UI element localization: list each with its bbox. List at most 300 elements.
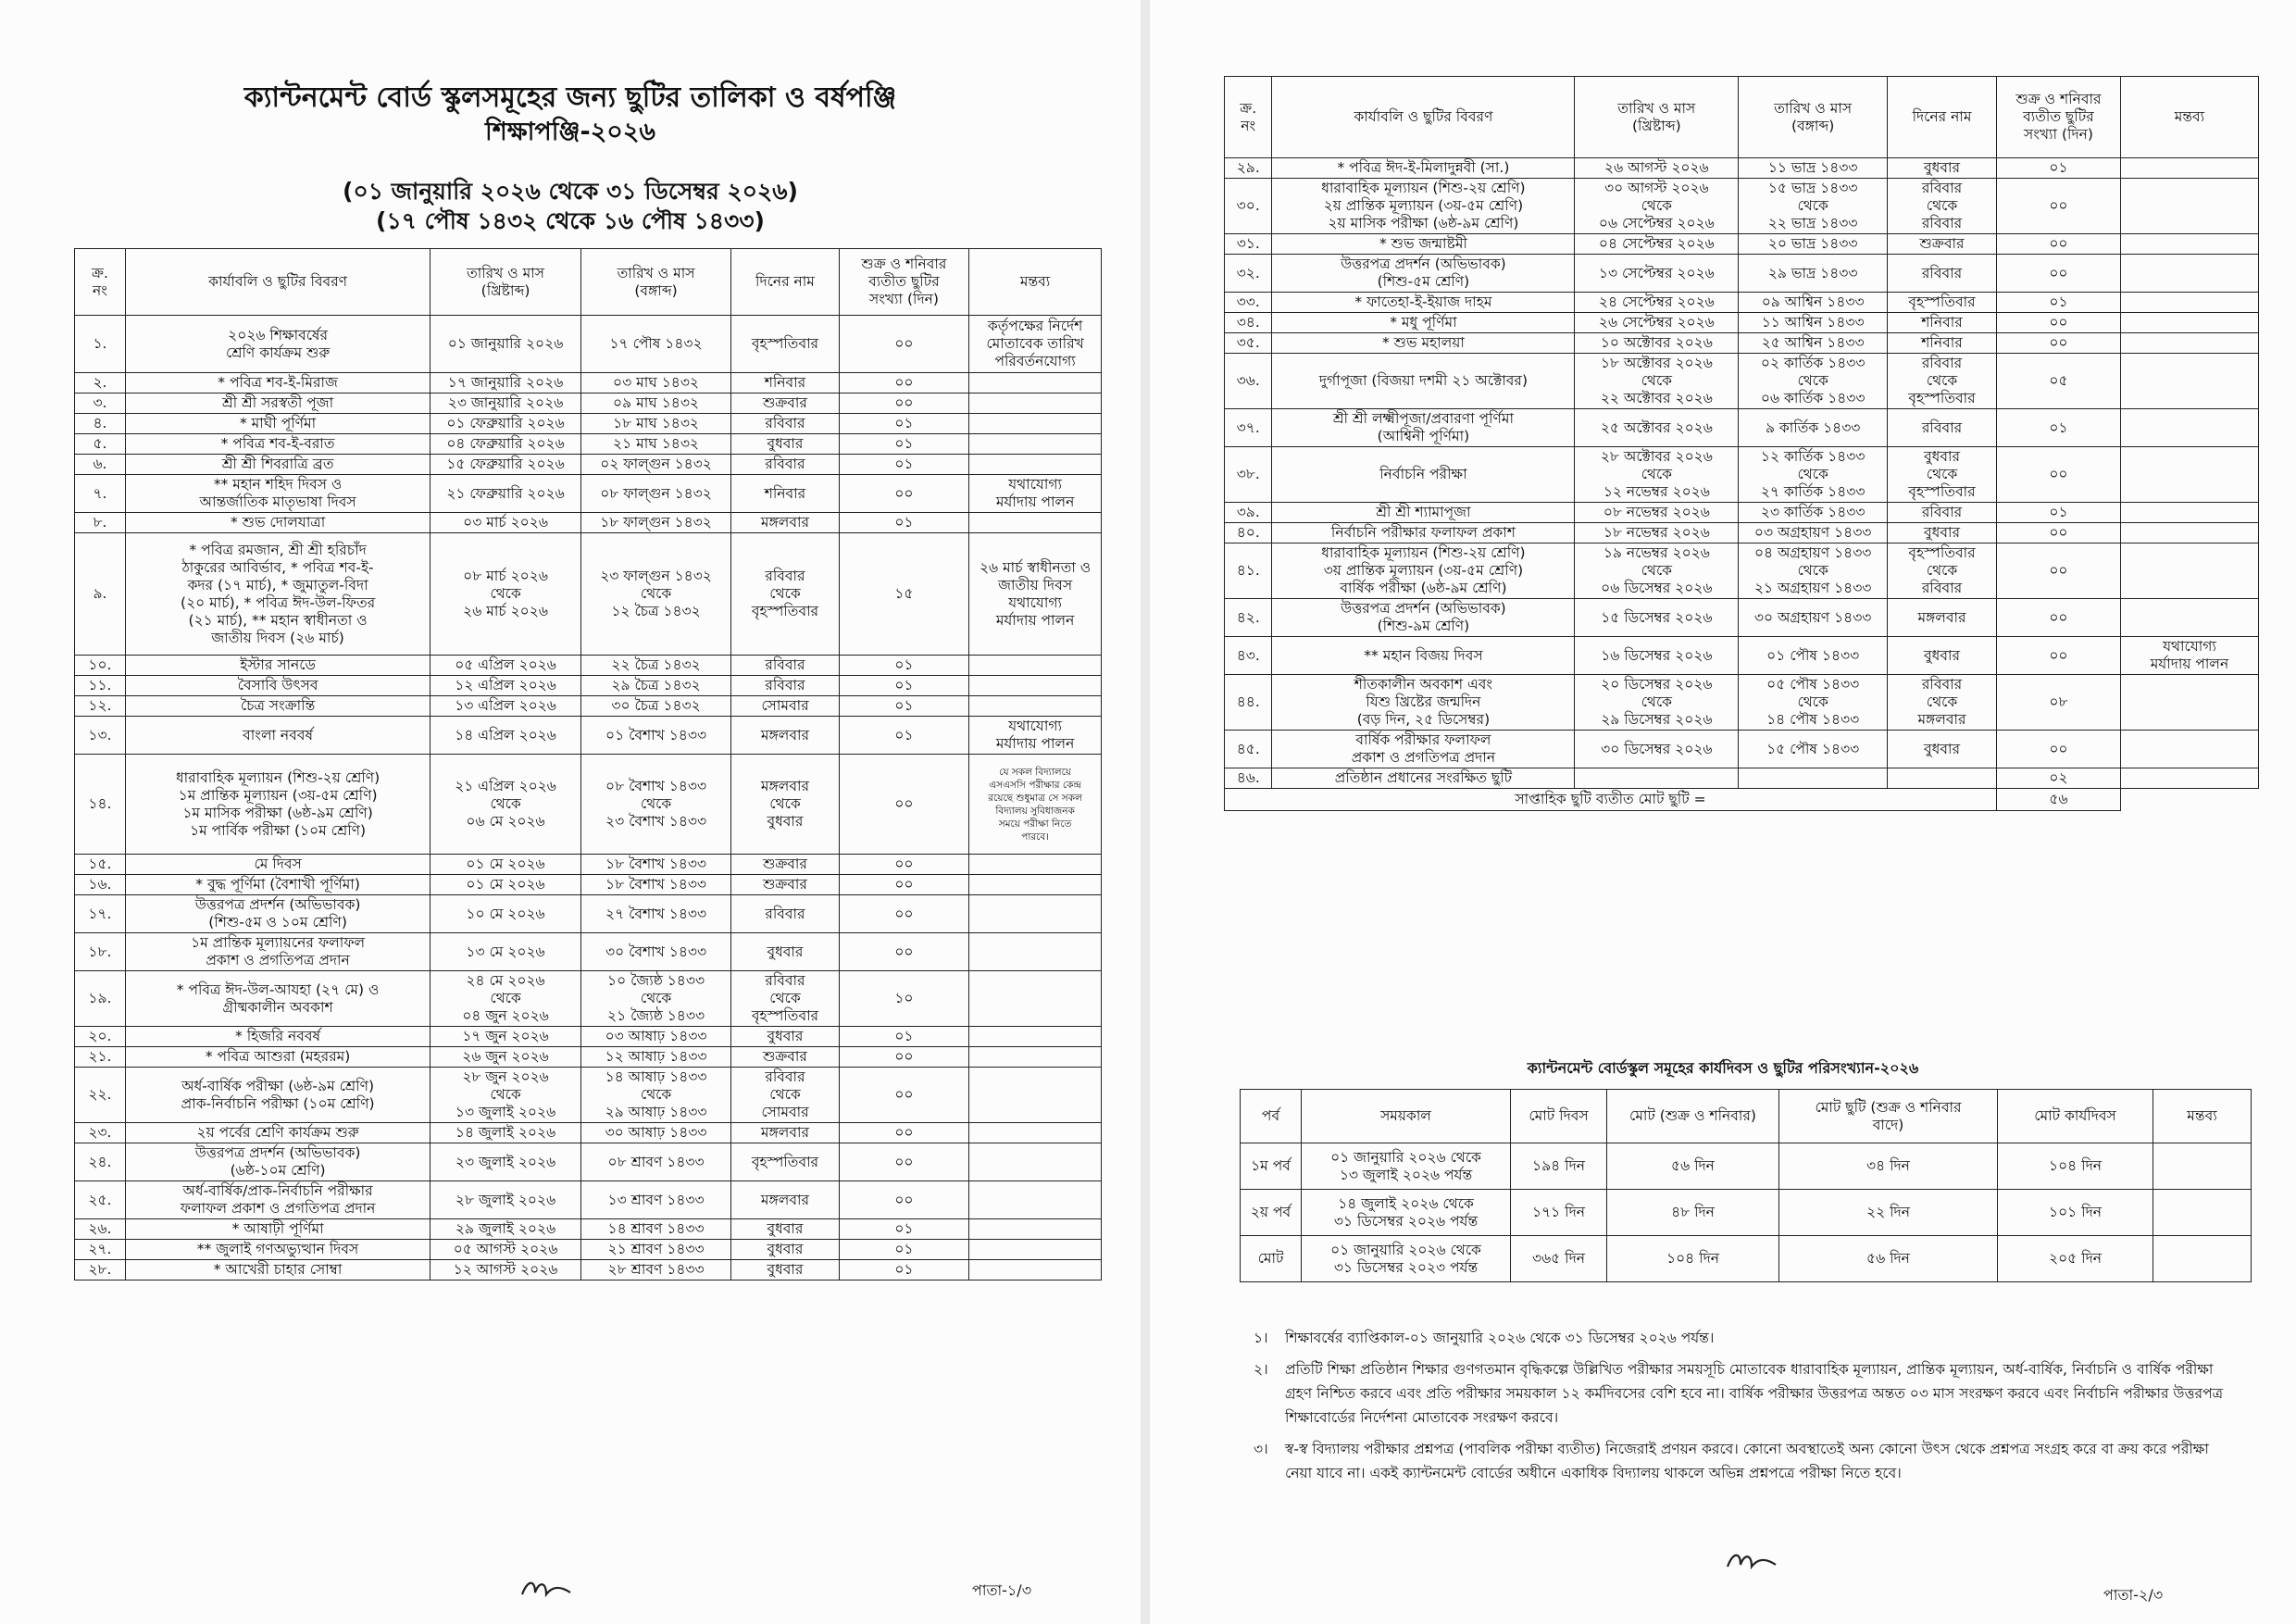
table-row <box>1225 313 2259 333</box>
date-bangla-cell: ২৭ বৈশাখ ১৪৩৩ <box>580 895 731 933</box>
holiday-count-cell: ০০ <box>1996 447 2120 503</box>
table-row <box>75 1260 1102 1280</box>
date-bangla-cell: ১১ আশ্বিন ১৪৩৩ <box>1739 313 1888 333</box>
total-value: ৫৬ <box>1996 789 2120 811</box>
date-bangla-cell: ১৮ বৈশাখ ১৪৩৩ <box>580 855 731 875</box>
date-english-cell: ১২ আগস্ট ২০২৬ <box>430 1260 581 1280</box>
holiday-count-cell: ০৫ <box>1996 354 2120 409</box>
day-cell: বুধবার <box>1888 158 1997 179</box>
remark-cell <box>969 434 1102 455</box>
serial-cell: ৩৯. <box>1225 503 1272 523</box>
date-english-cell <box>1575 768 1739 789</box>
description-cell: নির্বাচনি পরীক্ষা <box>1272 447 1575 503</box>
header-period: সময়কাল <box>1302 1090 1511 1143</box>
date-english-cell: ১৩ সেপ্টেম্বর ২০২৬ <box>1575 255 1739 293</box>
date-bangla-cell: ০৫ পৌষ ১৪৩৩ থেকে ১৪ পৌষ ১৪৩৩ <box>1739 675 1888 731</box>
day-cell: শনিবার <box>731 475 839 513</box>
header-description: কার্যাবলি ও ছুটির বিবরণ <box>1272 77 1575 158</box>
serial-cell: ১৯. <box>75 971 126 1027</box>
table-row <box>1225 768 2259 789</box>
header-term: পর্ব <box>1241 1090 1302 1143</box>
statistics-row <box>1241 1190 2252 1236</box>
table-row <box>75 455 1102 475</box>
remark-cell <box>969 656 1102 676</box>
serial-cell: ৩৬. <box>1225 354 1272 409</box>
table-row <box>75 394 1102 414</box>
serial-cell: ৬. <box>75 455 126 475</box>
serial-cell: ২০. <box>75 1027 126 1047</box>
date-bangla-cell: ৩০ আষাঢ় ১৪৩৩ <box>580 1123 731 1143</box>
holiday-count-cell: ০১ <box>1996 293 2120 313</box>
holiday-count-cell: ০১ <box>839 676 969 696</box>
period-cell: ০১ জানুয়ারি ২০২৬ থেকে ১৩ জুলাই ২০২৬ পর্যন্ত <box>1302 1143 1511 1190</box>
holiday-count-cell: ০০ <box>839 1181 969 1219</box>
remark-cell <box>2120 409 2258 447</box>
date-bangla-cell: ২১ শ্রাবণ ১৪৩৩ <box>580 1240 731 1260</box>
working-days-cell: ১০৪ দিন <box>1998 1143 2153 1190</box>
date-english-cell: ২৬ জুন ২০২৬ <box>430 1047 581 1068</box>
date-bangla-cell: ৩০ অগ্রহায়ণ ১৪৩৩ <box>1739 599 1888 637</box>
description-cell: * পবিত্র ঈদ-উল-আযহা (২৭ মে) ও গ্রীষ্মকালীন অবকাশ <box>125 971 430 1027</box>
holidays-cell: ৩৪ দিন <box>1779 1143 1998 1190</box>
description-cell: নির্বাচনি পরীক্ষার ফলাফল প্রকাশ <box>1272 523 1575 543</box>
serial-cell: ২. <box>75 373 126 394</box>
remark-cell <box>969 1123 1102 1143</box>
remark-cell <box>2120 333 2258 354</box>
serial-cell: ৩৮. <box>1225 447 1272 503</box>
remark-cell <box>969 933 1102 971</box>
description-cell: * মাঘী পূর্ণিমা <box>125 414 430 434</box>
serial-cell: ১১. <box>75 676 126 696</box>
document-subtitle: শিক্ষাপঞ্জি-২০২৬ <box>485 118 655 146</box>
holiday-count-cell: ০১ <box>839 1240 969 1260</box>
date-bangla-cell <box>1739 768 1888 789</box>
serial-cell: ৭. <box>75 475 126 513</box>
table-row <box>75 676 1102 696</box>
date-english-cell: ২৯ জুলাই ২০২৬ <box>430 1219 581 1240</box>
day-cell: বুধবার <box>1888 731 1997 768</box>
statistics-table <box>1240 1089 2252 1282</box>
serial-cell: ২৩. <box>75 1123 126 1143</box>
day-cell: বুধবার <box>731 1219 839 1240</box>
table-row <box>75 513 1102 533</box>
holiday-count-cell: ০০ <box>839 755 969 855</box>
date-bangla-cell: ২৮ শ্রাবণ ১৪৩৩ <box>580 1260 731 1280</box>
holiday-count-cell: ০০ <box>839 895 969 933</box>
serial-cell: ৯. <box>75 533 126 656</box>
date-bangla-cell: ১৮ মাঘ ১৪৩২ <box>580 414 731 434</box>
description-cell: * পবিত্র শব-ই-বরাত <box>125 434 430 455</box>
holiday-count-cell: ০০ <box>1996 234 2120 255</box>
remark-cell <box>969 895 1102 933</box>
date-range-english: (০১ জানুয়ারি ২০২৬ থেকে ৩১ ডিসেম্বর ২০২৬) <box>343 178 798 205</box>
description-cell: উত্তরপত্র প্রদর্শন (অভিভাবক) (৬ষ্ঠ-১০ম শ্রেণি) <box>125 1143 430 1181</box>
holiday-count-cell: ০০ <box>1996 637 2120 675</box>
description-cell: * শুভ মহালয়া <box>1272 333 1575 354</box>
day-cell: শুক্রবার <box>731 394 839 414</box>
serial-cell: ১৪. <box>75 755 126 855</box>
statistics-row <box>1241 1236 2252 1282</box>
remark-cell <box>2120 599 2258 637</box>
holiday-count-cell: ০১ <box>839 1260 969 1280</box>
day-cell: বুধবার <box>731 1027 839 1047</box>
description-cell: শ্রী শ্রী শ্যামাপূজা <box>1272 503 1575 523</box>
table-row <box>1225 255 2259 293</box>
table-row <box>75 1123 1102 1143</box>
date-english-cell: ২৮ জুন ২০২৬ থেকে ১৩ জুলাই ২০২৬ <box>430 1068 581 1123</box>
remark-cell <box>2120 503 2258 523</box>
serial-cell: ২১. <box>75 1047 126 1068</box>
remark-cell <box>2153 1190 2252 1236</box>
table-row <box>75 1181 1102 1219</box>
serial-cell: ২৬. <box>75 1219 126 1240</box>
header-working-days: মোট কার্যদিবস <box>1998 1090 2153 1143</box>
holiday-count-cell: ০১ <box>839 513 969 533</box>
table-row <box>1225 523 2259 543</box>
date-bangla-cell: ০৮ বৈশাখ ১৪৩৩ থেকে ২৩ বৈশাখ ১৪৩৩ <box>580 755 731 855</box>
serial-cell: ৪১. <box>1225 543 1272 599</box>
description-cell: মে দিবস <box>125 855 430 875</box>
holiday-count-cell: ০১ <box>839 434 969 455</box>
table-row <box>75 533 1102 656</box>
day-cell: রবিবার থেকে রবিবার <box>1888 179 1997 234</box>
description-cell: * ফাতেহা-ই-ইয়াজ দাহম <box>1272 293 1575 313</box>
description-cell: ধারাবাহিক মূল্যায়ন (শিশু-২য় শ্রেণি) ৩য় প্রান্তিক মূল্যায়ন (৩য়-৫ম শ্রেণি) বার্ষিক পরীক্ষা (৬ষ্ঠ-৯ম শ্রেণি) <box>1272 543 1575 599</box>
date-english-cell: ০৮ নভেম্বর ২০২৬ <box>1575 503 1739 523</box>
header-serial: ক্র. নং <box>1225 77 1272 158</box>
term-cell: ২য় পর্ব <box>1241 1190 1302 1236</box>
day-cell: মঙ্গলবার থেকে বুধবার <box>731 755 839 855</box>
day-cell: বুধবার <box>731 434 839 455</box>
date-bangla-cell: ২৯ চৈত্র ১৪৩২ <box>580 676 731 696</box>
signature-mark-icon <box>1724 1546 1779 1574</box>
day-cell: মঙ্গলবার <box>731 513 839 533</box>
holiday-count-cell: ০০ <box>1996 523 2120 543</box>
holiday-count-cell: ০০ <box>839 855 969 875</box>
serial-cell: ১৮. <box>75 933 126 971</box>
date-english-cell: ০৮ মার্চ ২০২৬ থেকে ২৬ মার্চ ২০২৬ <box>430 533 581 656</box>
holiday-count-cell: ০০ <box>839 933 969 971</box>
holiday-count-cell: ০১ <box>839 414 969 434</box>
table-row <box>1225 333 2259 354</box>
serial-cell: ১৩. <box>75 717 126 755</box>
header-date-english: তারিখ ও মাস (খ্রিষ্টাব্দ) <box>1575 77 1739 158</box>
day-cell: রবিবার <box>731 895 839 933</box>
holiday-count-cell: ১৫ <box>839 533 969 656</box>
day-cell: রবিবার থেকে বৃহস্পতিবার <box>731 971 839 1027</box>
holiday-count-cell: ০১ <box>839 1027 969 1047</box>
day-cell: শনিবার <box>1888 333 1997 354</box>
holiday-count-cell: ০০ <box>839 373 969 394</box>
holiday-count-cell: ০০ <box>1996 543 2120 599</box>
table-header-row <box>75 249 1102 316</box>
day-cell: রবিবার থেকে বৃহস্পতিবার <box>731 533 839 656</box>
holiday-count-cell: ০০ <box>839 316 969 373</box>
total-row <box>1225 789 2259 811</box>
holiday-count-cell: ০০ <box>839 875 969 895</box>
table-row <box>75 414 1102 434</box>
table-row <box>75 1047 1102 1068</box>
holiday-count-cell: ০০ <box>1996 313 2120 333</box>
date-bangla-cell: ০৯ মাঘ ১৪৩২ <box>580 394 731 414</box>
remark-cell <box>969 414 1102 434</box>
day-cell: রবিবার <box>1888 409 1997 447</box>
date-bangla-cell: ০২ ফাল্গুন ১৪৩২ <box>580 455 731 475</box>
weekend-days-cell: ৪৮ দিন <box>1607 1190 1779 1236</box>
description-cell: বৈসাবি উৎসব <box>125 676 430 696</box>
date-bangla-cell: ৯ কার্তিক ১৪৩৩ <box>1739 409 1888 447</box>
description-cell: ধারাবাহিক মূল্যায়ন (শিশু-২য় শ্রেণি) ১ম প্রান্তিক মূল্যায়ন (৩য়-৫ম শ্রেণি) ১ম মাসিক পরীক্ষা (৬ষ্ঠ-৯ম শ্রেণি) ১ম পার্বিক পরীক্ষা (১০ম শ্রেণি) <box>125 755 430 855</box>
header-date-bangla: তারিখ ও মাস (বঙ্গাব্দ) <box>580 249 731 316</box>
day-cell: বৃহস্পতিবার <box>1888 293 1997 313</box>
remark-cell <box>969 875 1102 895</box>
date-english-cell: ২০ ডিসেম্বর ২০২৬ থেকে ২৯ ডিসেম্বর ২০২৬ <box>1575 675 1739 731</box>
date-bangla-cell: ০১ বৈশাখ ১৪৩৩ <box>580 717 731 755</box>
table-row <box>75 475 1102 513</box>
remark-cell <box>969 1219 1102 1240</box>
date-bangla-cell: ১৪ শ্রাবণ ১৪৩৩ <box>580 1219 731 1240</box>
day-cell: শুক্রবার <box>731 855 839 875</box>
date-bangla-cell: ১২ আষাঢ় ১৪৩৩ <box>580 1047 731 1068</box>
remark-cell <box>2120 731 2258 768</box>
date-bangla-cell: ০৩ আষাঢ় ১৪৩৩ <box>580 1027 731 1047</box>
header-day: দিনের নাম <box>1888 77 1997 158</box>
day-cell: বৃহস্পতিবার <box>731 316 839 373</box>
serial-cell: ১৫. <box>75 855 126 875</box>
date-bangla-cell: ১৮ ফাল্গুন ১৪৩২ <box>580 513 731 533</box>
remark-cell <box>969 1240 1102 1260</box>
serial-cell: ১২. <box>75 696 126 717</box>
note-number: ১। <box>1254 1330 1268 1346</box>
remark-cell <box>969 455 1102 475</box>
date-bangla-cell: ১৫ পৌষ ১৪৩৩ <box>1739 731 1888 768</box>
remark-cell: কর্তৃপক্ষের নির্দেশ মোতাবেক তারিখ পরিবর্তনযোগ্য <box>969 316 1102 373</box>
day-cell: বৃহস্পতিবার <box>731 1143 839 1181</box>
remark-cell <box>969 971 1102 1027</box>
date-bangla-cell: ০৯ আশ্বিন ১৪৩৩ <box>1739 293 1888 313</box>
date-bangla-cell: ১০ জ্যৈষ্ঠ ১৪৩৩ থেকে ২১ জ্যৈষ্ঠ ১৪৩৩ <box>580 971 731 1027</box>
date-bangla-cell: ২০ ভাদ্র ১৪৩৩ <box>1739 234 1888 255</box>
date-english-cell: ২৬ সেপ্টেম্বর ২০২৬ <box>1575 313 1739 333</box>
header-date-bangla: তারিখ ও মাস (বঙ্গাব্দ) <box>1739 77 1888 158</box>
total-blank <box>2120 789 2258 811</box>
serial-cell: ৪০. <box>1225 523 1272 543</box>
remark-cell: যে সকল বিদ্যালয়ে এসএসসি পরীক্ষার কেন্দ্র রয়েছে শুধুমাত্র সে সকল বিদ্যালয় সুবিধাজনক সময়ে পরীক্ষা নিতে পারবে। <box>969 755 1102 855</box>
note-item <box>1254 1357 2226 1430</box>
serial-cell: ১০. <box>75 656 126 676</box>
date-english-cell: ০৫ আগস্ট ২০২৬ <box>430 1240 581 1260</box>
remark-cell <box>2120 293 2258 313</box>
date-english-cell: ২৬ আগস্ট ২০২৬ <box>1575 158 1739 179</box>
day-cell: বুধবার <box>731 933 839 971</box>
serial-cell: ৪৪. <box>1225 675 1272 731</box>
day-cell: বুধবার <box>731 1260 839 1280</box>
date-bangla-cell: ১৫ ভাদ্র ১৪৩৩ থেকে ২২ ভাদ্র ১৪৩৩ <box>1739 179 1888 234</box>
holiday-count-cell: ০০ <box>839 1047 969 1068</box>
total-label: সাপ্তাহিক ছুটি ব্যতীত মোট ছুটি = <box>1225 789 1997 811</box>
description-cell: শ্রী শ্রী শিবরাত্রি ব্রত <box>125 455 430 475</box>
date-bangla-cell: ১৩ শ্রাবণ ১৪৩৩ <box>580 1181 731 1219</box>
table-row <box>75 1219 1102 1240</box>
day-cell: শুক্রবার <box>1888 234 1997 255</box>
serial-cell: ১৭. <box>75 895 126 933</box>
date-english-cell: ০৩ মার্চ ২০২৬ <box>430 513 581 533</box>
description-cell: দুর্গাপূজা (বিজয়া দশমী ২১ অক্টোবর) <box>1272 354 1575 409</box>
description-cell: * আখেরী চাহার সোম্বা <box>125 1260 430 1280</box>
date-bangla-cell: ২২ চৈত্র ১৪৩২ <box>580 656 731 676</box>
holiday-table-part-2 <box>1224 76 2259 811</box>
table-row <box>1225 447 2259 503</box>
day-cell: রবিবার <box>1888 503 1997 523</box>
description-cell: * শুভ জন্মাষ্টমী <box>1272 234 1575 255</box>
description-cell: অর্ধ-বার্ষিক/প্রাক-নির্বাচনি পরীক্ষার ফলাফল প্রকাশ ও প্রগতিপত্র প্রদান <box>125 1181 430 1219</box>
remark-cell <box>2120 234 2258 255</box>
holiday-count-cell: ০০ <box>1996 731 2120 768</box>
remark-cell <box>2120 313 2258 333</box>
serial-cell: ১৬. <box>75 875 126 895</box>
day-cell: মঙ্গলবার <box>731 1181 839 1219</box>
day-cell: রবিবার <box>731 414 839 434</box>
table-row <box>1225 179 2259 234</box>
term-cell: মোট <box>1241 1236 1302 1282</box>
remark-cell <box>969 1047 1102 1068</box>
day-cell: শনিবার <box>731 373 839 394</box>
holiday-count-cell: ০০ <box>1996 599 2120 637</box>
table-row <box>75 933 1102 971</box>
date-bangla-cell: ০৩ অগ্রহায়ণ ১৪৩৩ <box>1739 523 1888 543</box>
period-cell: ১৪ জুলাই ২০২৬ থেকে ৩১ ডিসেম্বর ২০২৬ পর্যন্ত <box>1302 1190 1511 1236</box>
date-english-cell: ১৮ নভেম্বর ২০২৬ <box>1575 523 1739 543</box>
description-cell: ২০২৬ শিক্ষাবর্ষের শ্রেণি কার্যক্রম শুরু <box>125 316 430 373</box>
description-cell: * পবিত্র আশুরা (মহররম) <box>125 1047 430 1068</box>
table-row <box>1225 503 2259 523</box>
remark-cell <box>2120 675 2258 731</box>
description-cell: ** জুলাই গণঅভ্যুত্থান দিবস <box>125 1240 430 1260</box>
remark-cell <box>2120 543 2258 599</box>
description-cell: * হিজরি নববর্ষ <box>125 1027 430 1047</box>
table-row <box>1225 675 2259 731</box>
date-english-cell: ১৩ মে ২০২৬ <box>430 933 581 971</box>
date-bangla-cell: ০৮ ফাল্গুন ১৪৩২ <box>580 475 731 513</box>
weekend-days-cell: ৫৬ দিন <box>1607 1143 1779 1190</box>
serial-cell: ৩৩. <box>1225 293 1272 313</box>
remark-cell <box>969 1143 1102 1181</box>
day-cell: মঙ্গলবার <box>731 717 839 755</box>
working-days-cell: ১০১ দিন <box>1998 1190 2153 1236</box>
holiday-count-cell: ০০ <box>1996 333 2120 354</box>
table-row <box>75 316 1102 373</box>
day-cell: শুক্রবার <box>731 875 839 895</box>
document-title: ক্যান্টনমেন্ট বোর্ড স্কুলসমূহের জন্য ছুটির তালিকা ও বর্ষপঞ্জি <box>243 81 897 114</box>
table-row <box>1225 599 2259 637</box>
serial-cell: ২৫. <box>75 1181 126 1219</box>
date-english-cell: ২৪ মে ২০২৬ থেকে ০৪ জুন ২০২৬ <box>430 971 581 1027</box>
description-cell: ইস্টার সানডে <box>125 656 430 676</box>
remark-cell <box>969 1068 1102 1123</box>
serial-cell: ৪৫. <box>1225 731 1272 768</box>
description-cell: শ্রী শ্রী সরস্বতী পূজা <box>125 394 430 414</box>
table-row <box>75 1027 1102 1047</box>
holiday-count-cell: ০০ <box>839 1143 969 1181</box>
table-row <box>1225 731 2259 768</box>
table-row <box>1225 234 2259 255</box>
holiday-table-part-1 <box>74 248 1102 1280</box>
date-english-cell: ০১ মে ২০২৬ <box>430 855 581 875</box>
note-number: ৩। <box>1254 1441 1268 1457</box>
day-cell: রবিবার থেকে মঙ্গলবার <box>1888 675 1997 731</box>
holiday-count-cell: ০১ <box>839 656 969 676</box>
date-english-cell: ২৩ জুলাই ২০২৬ <box>430 1143 581 1181</box>
remark-cell <box>969 513 1102 533</box>
serial-cell: ৫. <box>75 434 126 455</box>
serial-cell: ৪২. <box>1225 599 1272 637</box>
description-cell: * মধু পূর্ণিমা <box>1272 313 1575 333</box>
date-bangla-cell: ০৪ অগ্রহায়ণ ১৪৩৩ থেকে ২১ অগ্রহায়ণ ১৪৩৩ <box>1739 543 1888 599</box>
remark-cell <box>969 855 1102 875</box>
table-row <box>75 434 1102 455</box>
holiday-count-cell: ০০ <box>1996 179 2120 234</box>
holiday-count-cell: ০১ <box>1996 409 2120 447</box>
date-bangla-cell: ২৯ ভাদ্র ১৪৩৩ <box>1739 255 1888 293</box>
date-english-cell: ১৫ ফেব্রুয়ারি ২০২৬ <box>430 455 581 475</box>
remark-cell <box>969 1027 1102 1047</box>
header-weekend-days: মোট (শুক্র ও শনিবার) <box>1607 1090 1779 1143</box>
remark-cell: যথাযোগ্য মর্যাদায় পালন <box>969 717 1102 755</box>
header-holiday-count: শুক্র ও শনিবার ব্যতীত ছুটির সংখ্যা (দিন) <box>839 249 969 316</box>
date-bangla-cell: ২১ মাঘ ১৪৩২ <box>580 434 731 455</box>
remark-cell <box>969 373 1102 394</box>
description-cell: * শুভ দোলযাত্রা <box>125 513 430 533</box>
remark-cell <box>969 676 1102 696</box>
date-english-cell: ১৩ এপ্রিল ২০২৬ <box>430 696 581 717</box>
date-bangla-cell: ১২ কার্তিক ১৪৩৩ থেকে ২৭ কার্তিক ১৪৩৩ <box>1739 447 1888 503</box>
remark-cell <box>2120 523 2258 543</box>
date-english-cell: ০১ জানুয়ারি ২০২৬ <box>430 316 581 373</box>
serial-cell: ৩. <box>75 394 126 414</box>
holiday-count-cell: ০০ <box>839 475 969 513</box>
remark-cell <box>2120 179 2258 234</box>
date-bangla-cell: ৩০ চৈত্র ১৪৩২ <box>580 696 731 717</box>
table-row <box>1225 354 2259 409</box>
date-bangla-cell: ৩০ বৈশাখ ১৪৩৩ <box>580 933 731 971</box>
date-english-cell: ০১ মে ২০২৬ <box>430 875 581 895</box>
table-row <box>75 755 1102 855</box>
date-english-cell: ২৮ জুলাই ২০২৬ <box>430 1181 581 1219</box>
day-cell: শুক্রবার <box>731 1047 839 1068</box>
day-cell: রবিবার <box>731 455 839 475</box>
serial-cell: ৪৬. <box>1225 768 1272 789</box>
description-cell: শ্রী শ্রী লক্ষ্মীপূজা/প্রবারণা পূর্ণিমা (আশ্বিনী পূর্ণিমা) <box>1272 409 1575 447</box>
date-english-cell: ১৪ জুলাই ২০২৬ <box>430 1123 581 1143</box>
date-bangla-cell: ২৩ কার্তিক ১৪৩৩ <box>1739 503 1888 523</box>
date-english-cell: ১৯ নভেম্বর ২০২৬ থেকে ০৬ ডিসেম্বর ২০২৬ <box>1575 543 1739 599</box>
date-bangla-cell: ১৭ পৌষ ১৪৩২ <box>580 316 731 373</box>
description-cell: চৈত্র সংক্রান্তি <box>125 696 430 717</box>
serial-cell: ৩২. <box>1225 255 1272 293</box>
table-row <box>75 1240 1102 1260</box>
holiday-count-cell: ০৮ <box>1996 675 2120 731</box>
day-cell: রবিবার <box>731 676 839 696</box>
description-cell: * পবিত্র ঈদ-ই-মিলাদুন্নবী (সা.) <box>1272 158 1575 179</box>
date-english-cell: ১৭ জানুয়ারি ২০২৬ <box>430 373 581 394</box>
date-english-cell: ৩০ ডিসেম্বর ২০২৬ <box>1575 731 1739 768</box>
date-english-cell: ১০ অক্টোবর ২০২৬ <box>1575 333 1739 354</box>
remark-cell: ২৬ মার্চ স্বাধীনতা ও জাতীয় দিবস যথাযোগ্য মর্যাদায় পালন <box>969 533 1102 656</box>
date-range-bangla: (১৭ পৌষ ১৪৩২ থেকে ১৬ পৌষ ১৪৩৩) <box>376 207 765 234</box>
table-row <box>75 373 1102 394</box>
note-text: শিক্ষাবর্ষের ব্যাপ্তিকাল-০১ জানুয়ারি ২০২৬ থেকে ৩১ ডিসেম্বর ২০২৬ পর্যন্ত। <box>1285 1330 1715 1346</box>
table-row <box>75 971 1102 1027</box>
